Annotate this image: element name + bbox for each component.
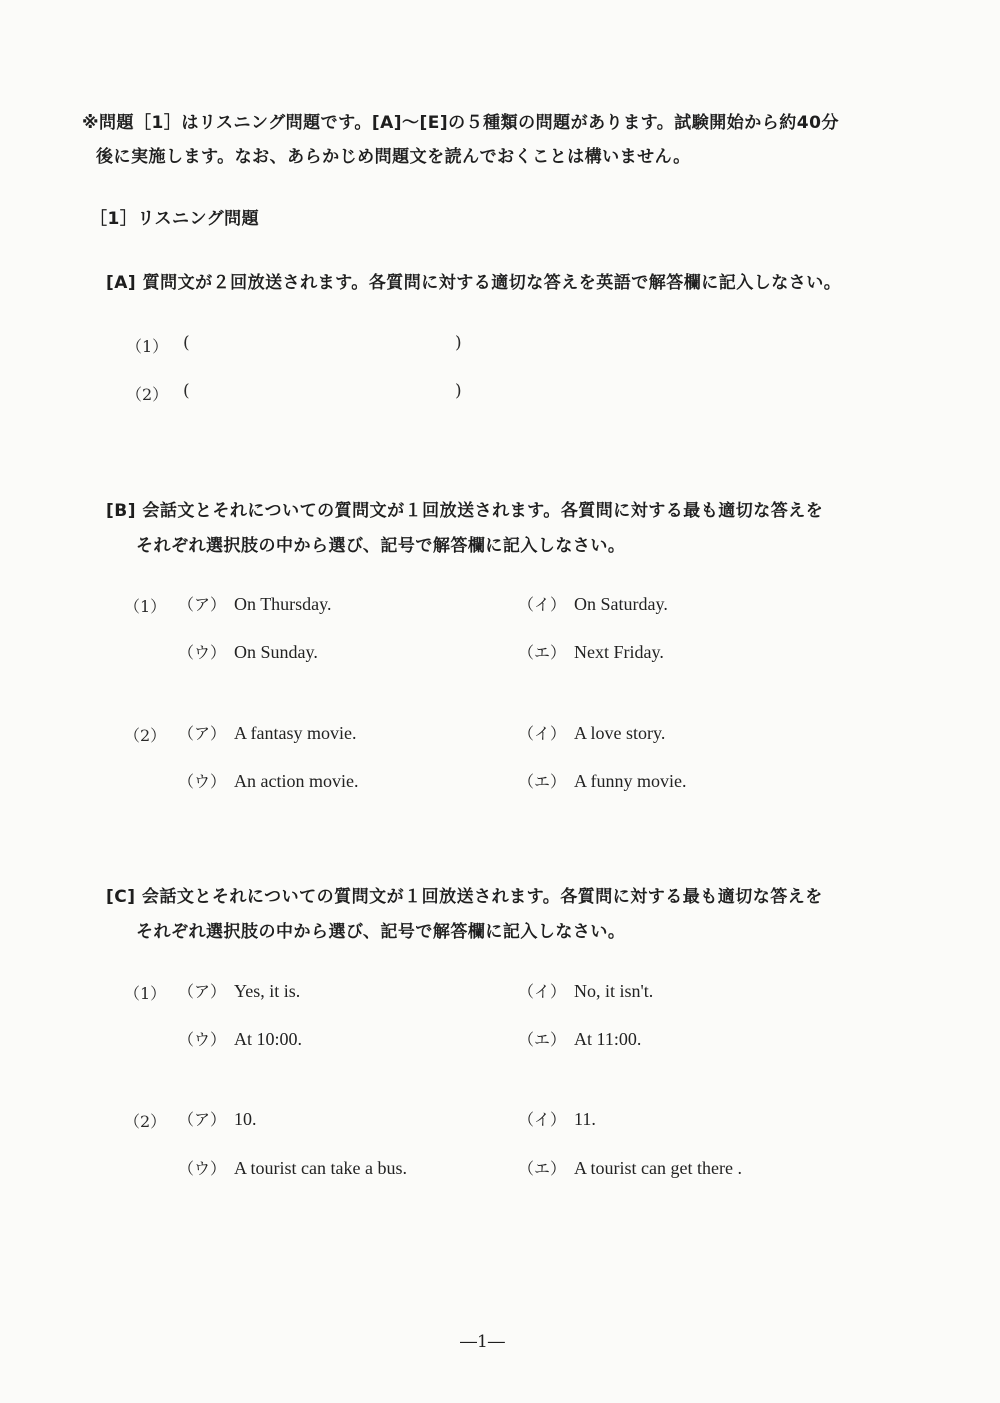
option-mark: （エ） xyxy=(518,1030,567,1049)
c-q1-option-d xyxy=(518,1027,641,1050)
option-text: On Sunday. xyxy=(234,642,318,662)
option-mark: （ア） xyxy=(178,595,227,614)
page-number: ―1― xyxy=(460,1332,505,1352)
c-q2-option-b xyxy=(518,1107,596,1130)
b-q2-option-c xyxy=(178,769,359,792)
b-q1-option-a xyxy=(178,592,332,615)
a-q1-number: （1） xyxy=(126,337,169,356)
b-q2-option-d xyxy=(518,769,687,792)
c-q1-number: （1） xyxy=(124,984,167,1003)
b-q1-option-b xyxy=(518,592,668,615)
option-text: At 10:00. xyxy=(234,1029,303,1049)
b-q2-option-a xyxy=(178,721,357,744)
c-q1-option-b xyxy=(518,979,653,1002)
c-q1-option-c xyxy=(178,1027,302,1050)
option-mark: （ウ） xyxy=(178,1159,227,1178)
b-q1-option-d xyxy=(518,640,664,663)
option-text: An action movie. xyxy=(234,771,359,791)
option-text: Next Friday. xyxy=(574,642,664,662)
c-q2-number: （2） xyxy=(124,1112,167,1131)
option-mark: （イ） xyxy=(518,1110,567,1129)
b-q2-option-b xyxy=(518,721,665,744)
option-mark: （ア） xyxy=(178,982,227,1001)
a-q1-open-paren: ( xyxy=(183,333,190,353)
option-mark: （ア） xyxy=(178,724,227,743)
option-text: A tourist can take a bus. xyxy=(234,1158,407,1178)
option-mark: （エ） xyxy=(518,772,567,791)
a-q1-close-paren: ) xyxy=(455,333,462,353)
option-mark: （イ） xyxy=(518,724,567,743)
c-q2-option-d xyxy=(518,1156,742,1179)
section-b-instruction-line-2: それぞれ選択肢の中から選び、記号で解答欄に記入しなさい。 xyxy=(136,536,626,556)
option-text: At 11:00. xyxy=(574,1029,642,1049)
option-mark: （エ） xyxy=(518,643,567,662)
option-text: 10. xyxy=(234,1109,257,1129)
option-mark: （ウ） xyxy=(178,772,227,791)
option-text: On Thursday. xyxy=(234,594,332,614)
option-mark: （イ） xyxy=(518,595,567,614)
b-q2-number: （2） xyxy=(124,726,167,745)
section-c-instruction-line-2: それぞれ選択肢の中から選び、記号で解答欄に記入しなさい。 xyxy=(136,922,626,942)
option-text: A tourist can get there . xyxy=(574,1158,742,1178)
option-mark: （ア） xyxy=(178,1110,227,1129)
b-q1-number: （1） xyxy=(124,597,167,616)
listening-notice xyxy=(82,106,942,174)
option-text: A fantasy movie. xyxy=(234,723,357,743)
a-q2-close-paren: ) xyxy=(455,381,462,401)
option-text: Yes, it is. xyxy=(234,981,301,1001)
section-a-instruction: [A] 質問文が２回放送されます。各質問に対する適切な答えを英語で解答欄に記入しなさい。 xyxy=(106,273,842,293)
option-text: 11. xyxy=(574,1109,596,1129)
section-c-instruction-line-1: [C] 会話文とそれについての質問文が１回放送されます。各質問に対する最も適切な答えを xyxy=(106,887,823,907)
option-mark: （ウ） xyxy=(178,1030,227,1049)
c-q2-option-a xyxy=(178,1107,257,1130)
option-mark: （イ） xyxy=(518,982,567,1001)
option-text: On Saturday. xyxy=(574,594,668,614)
option-text: A love story. xyxy=(574,723,666,743)
option-mark: （ウ） xyxy=(178,643,227,662)
option-text: No, it isn't. xyxy=(574,981,654,1001)
c-q2-option-c xyxy=(178,1156,407,1179)
notice-line-2: 後に実施します。なお、あらかじめ問題文を読んでおくことは構いません。 xyxy=(96,147,691,167)
section-b-instruction-line-1: [B] 会話文とそれについての質問文が１回放送されます。各質問に対する最も適切な答えを xyxy=(106,501,824,521)
option-text: A funny movie. xyxy=(574,771,687,791)
section-c-instruction xyxy=(106,880,823,950)
b-q1-option-c xyxy=(178,640,318,663)
section-b-instruction xyxy=(106,494,823,564)
option-mark: （エ） xyxy=(518,1159,567,1178)
notice-line-1: ※問題［1］はリスニング問題です。[A]～[E]の５種類の問題があります。試験開始から約40分 xyxy=(82,113,839,133)
a-q2-number: （2） xyxy=(126,385,169,404)
section-heading: ［1］リスニング問題 xyxy=(90,209,260,229)
a-q2-open-paren: ( xyxy=(183,381,190,401)
c-q1-option-a xyxy=(178,979,300,1002)
